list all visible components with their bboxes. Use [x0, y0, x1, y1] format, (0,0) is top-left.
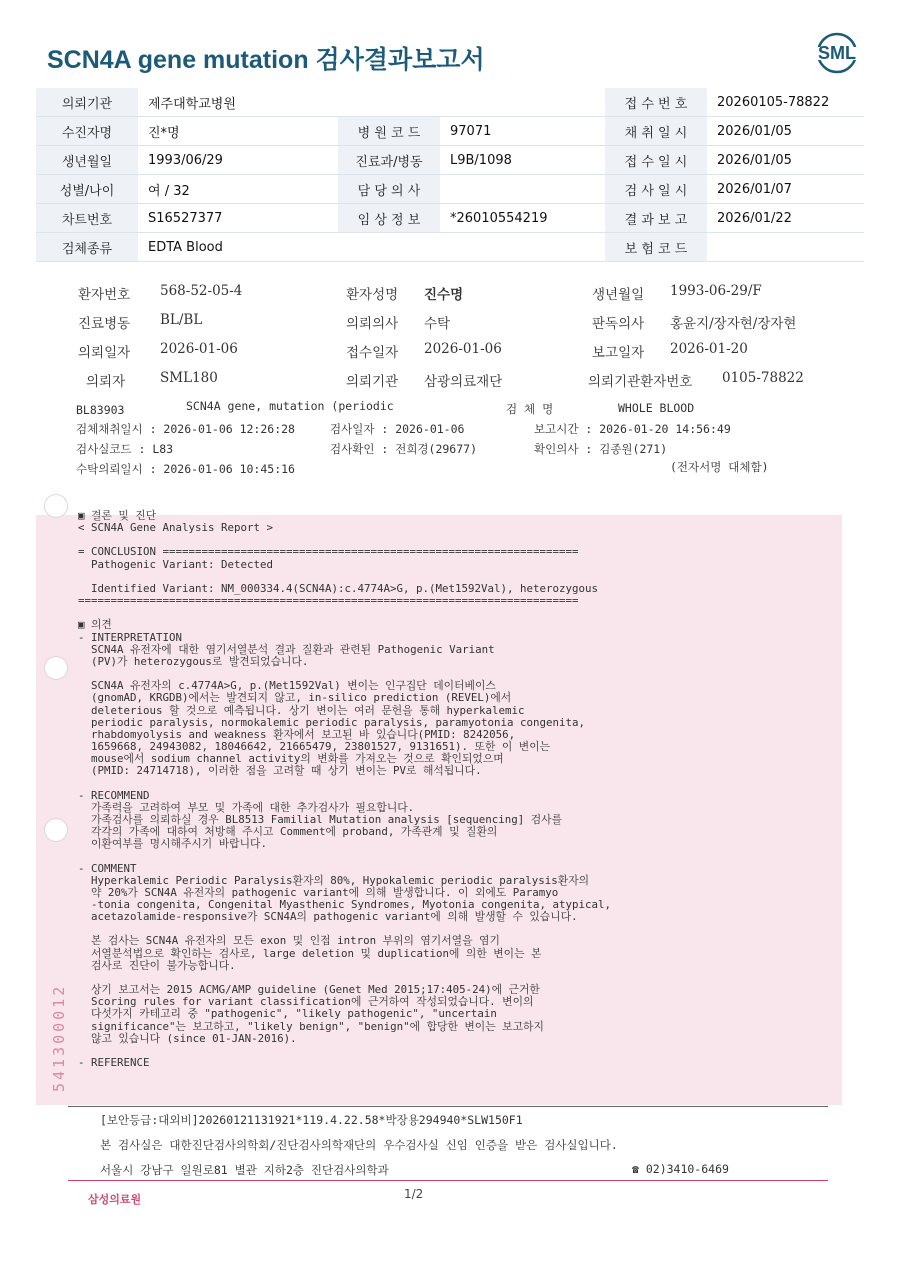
- birth-label: 생년월일: [592, 287, 645, 303]
- test-code: BL83903: [76, 403, 125, 417]
- info-value: 97071: [440, 117, 605, 146]
- serial-number: 541300012: [50, 983, 68, 1092]
- info-label: 의뢰기관: [36, 88, 138, 117]
- info-row: [36, 146, 864, 175]
- e-signature-note: (전자서명 대체함): [670, 460, 769, 474]
- report-time: 보고시간 : 2026-01-20 14:56:49: [534, 422, 731, 436]
- doctor-label: 의뢰의사: [346, 316, 399, 332]
- info-value: 제주대학교병원: [138, 88, 338, 117]
- info-value: 2026/01/05: [707, 146, 864, 175]
- info-value: [440, 88, 605, 117]
- address: 서울시 강남구 일원로81 별관 지하2층 진단검사의학과: [100, 1163, 389, 1177]
- info-row: [36, 175, 864, 204]
- divider: [68, 1106, 828, 1107]
- info-row: [36, 117, 864, 146]
- page-number: 1/2: [404, 1187, 424, 1201]
- info-value: 2026/01/05: [707, 117, 864, 146]
- brand-name: 삼성의료원: [88, 1193, 142, 1206]
- info-label: 병 원 코 드: [338, 117, 440, 146]
- info-value: 2026/01/07: [707, 175, 864, 204]
- phone: ☎ 02)3410-6469: [632, 1162, 729, 1176]
- lab-code: 검사실코드 : L83: [76, 442, 174, 456]
- info-label: 성별/나이: [36, 175, 138, 204]
- info-label: 임 상 정 보: [338, 204, 440, 233]
- info-label: [338, 233, 440, 262]
- security-line: [보안등급:대외비]20260121131921*119.4.22.58*박장용294940*SLW150F1: [100, 1113, 523, 1127]
- punch-hole: [44, 656, 68, 680]
- info-value: *26010554219: [440, 204, 605, 233]
- info-row: [36, 233, 864, 262]
- ward-label: 진료병동: [78, 316, 131, 332]
- info-label: 생년월일: [36, 146, 138, 175]
- info-value: 진*명: [138, 117, 338, 146]
- request-date-label: 의뢰일자: [78, 345, 131, 361]
- confirm-doctor: 확인의사 : 김종원(271): [534, 442, 668, 456]
- test-check: 검사확인 : 전희경(29677): [330, 442, 477, 456]
- request-org: 삼광의료재단: [424, 374, 503, 390]
- info-row: [36, 88, 864, 117]
- info-label: 결 과 보 고: [605, 204, 707, 233]
- specimen: WHOLE BLOOD: [618, 401, 695, 415]
- info-value: [440, 175, 605, 204]
- patient-no-label: 환자번호: [78, 287, 131, 303]
- info-label: 접 수 일 시: [605, 146, 707, 175]
- report-body: ▣ 결론 및 진단 < SCN4A Gene Analysis Report > = CONCLUSION ================================================================ Pathogenic Variant: Detected Identified Variant: NM_000334.4(SCN4A):c.4774A>G, p.(Met1592Val), heterozygous ============================================================================= ▣ 의견 - INTERPRETATION SCN4A 유전자에 대한 염기서열분석 결과 질환과 관련된 Pathogenic Variant (PV)가 heterozygous로 발견되었습니다. SCN4A 유전자의 c.4774A>G, p.(Met1592Val) 변이는 인구집단 데이터베이스 (gnomAD, KRGDB)에서는 발견되지 않고, in-silico prediction (REVEL)에서 deleterious 할 것으로 예측됩니다. 상기 변이는 여러 문헌을 통해 hyperkalemic periodic paralysis, normokalemic periodic paralysis, paramyotonia congenita, rhabdomyolysis and weakness 환자에서 보고된 바 있습니다(PMID: 8242056, 1659668, 24943082, 18046642, 21665479, 23801527, 9131651). 또한 이 변이는 mouse에서 sodium channel activity의 변화를 가져오는 것으로 확인되었으며 (PMID: 24714718), 이러한 점을 고려할 때 상기 변이는 PV로 해석됩니다. - RECOMMEND 가족력을 고려하여 부모 및 가족에 대한 추가검사가 필요합니다. 가족검사를 의뢰하실 경우 BL8513 Familial Mutation analysis [sequencing] 검사를 각각의 가족에 대하여 처방해 주시고 Comment에 proband, 가족관계 및 질환의 이환여부를 명시해주시기 바랍니다. - COMMENT Hyperkalemic Periodic Paralysis환자의 80%, Hypokalemic periodic paralysis환자의 약 20%가 SCN4A 유전자의 pathogenic variant에 의해 발생합니다. 이 외에도 Paramyo -tonia congenita, Congenital Myasthenic Syndromes, Myotonia congenita, atypical, acetazolamide-responsive가 SCN4A의 pathogenic variant에 의해 발생할 수 있습니다. 본 검사는 SCN4A 유전자의 모든 exon 및 인접 intron 부위의 염기서열을 염기 서열분석법으로 확인하는 검사로, large deletion 및 duplication에 의한 변이는 본 검사로 진단이 불가능합니다. 상기 보고서는 2015 ACMG/AMP guideline (Genet Med 2015;17:405-24)에 근거한 Scoring rules for variant classification에 근거하여 작성되었습니다. 변이의 다섯가지 카테고리 중 "pathogenic", "likely pathogenic", "uncertain significance"는 보고하고, "likely benign", "benign"에 합당한 변이는 보고하지 않고 있습니다 (since 01-JAN-2016). - REFERENCE: [78, 509, 612, 1070]
- reading-label: 판독의사: [592, 316, 645, 332]
- info-table: [36, 88, 864, 262]
- request-org-label: 의뢰기관: [346, 374, 399, 390]
- birth: 1993-06-29/F: [670, 283, 762, 299]
- info-label: 접 수 번 호: [605, 88, 707, 117]
- info-value: 여 / 32: [138, 175, 338, 204]
- org-patient-no: 0105-78822: [722, 370, 804, 386]
- info-label: 채 취 일 시: [605, 117, 707, 146]
- divider-accent: [68, 1180, 828, 1181]
- info-label: 차트번호: [36, 204, 138, 233]
- requester-label: 의뢰자: [86, 374, 126, 390]
- punch-hole: [44, 818, 68, 842]
- receipt-date: 2026-01-06: [424, 341, 502, 357]
- test-date: 검사일자 : 2026-01-06: [330, 422, 465, 436]
- info-label: 검체종류: [36, 233, 138, 262]
- requester: SML180: [160, 370, 218, 386]
- ward: BL/BL: [160, 312, 203, 328]
- test-name: SCN4A gene, mutation (periodic: [186, 399, 394, 413]
- doctor: 수탁: [424, 316, 451, 332]
- info-value: S16527377: [138, 204, 338, 233]
- info-value: L9B/1098: [440, 146, 605, 175]
- info-value: 1993/06/29: [138, 146, 338, 175]
- info-label: 보 험 코 드: [605, 233, 707, 262]
- receipt-date-label: 접수일자: [346, 345, 399, 361]
- specimen-label: 검 체 명: [506, 402, 554, 416]
- info-label: 수진자명: [36, 117, 138, 146]
- info-label: [338, 88, 440, 117]
- info-value: 2026/01/22: [707, 204, 864, 233]
- info-label: 진료과/병동: [338, 146, 440, 175]
- info-label: 담 당 의 사: [338, 175, 440, 204]
- sml-logo-icon: [814, 30, 860, 76]
- entrust-time: 수탁의뢰일시 : 2026-01-06 10:45:16: [76, 462, 295, 476]
- info-value: [440, 233, 605, 262]
- info-row: [36, 204, 864, 233]
- info-value: 20260105-78822: [707, 88, 864, 117]
- logo-text: SML: [818, 43, 856, 63]
- patient-name-label: 환자성명: [346, 287, 399, 303]
- info-label: 검 사 일 시: [605, 175, 707, 204]
- patient-no: 568-52-05-4: [160, 283, 243, 299]
- certification-note: 본 검사실은 대한진단검사의학회/진단검사의학재단의 우수검사실 신임 인증을 받은 검사실입니다.: [100, 1138, 618, 1152]
- reading-doctors: 홍윤지/장자현/장자현: [670, 316, 797, 332]
- request-date: 2026-01-06: [160, 341, 238, 357]
- punch-hole: [44, 494, 68, 518]
- report-date: 2026-01-20: [670, 341, 748, 357]
- org-patient-label: 의뢰기관환자번호: [588, 374, 693, 390]
- patient-name: 진수명: [424, 287, 464, 303]
- report-title: SCN4A gene mutation 검사결과보고서: [47, 46, 485, 74]
- info-value: EDTA Blood: [138, 233, 338, 262]
- collection-time: 검체채취일시 : 2026-01-06 12:26:28: [76, 422, 295, 436]
- info-value: [707, 233, 864, 262]
- report-date-label: 보고일자: [592, 345, 645, 361]
